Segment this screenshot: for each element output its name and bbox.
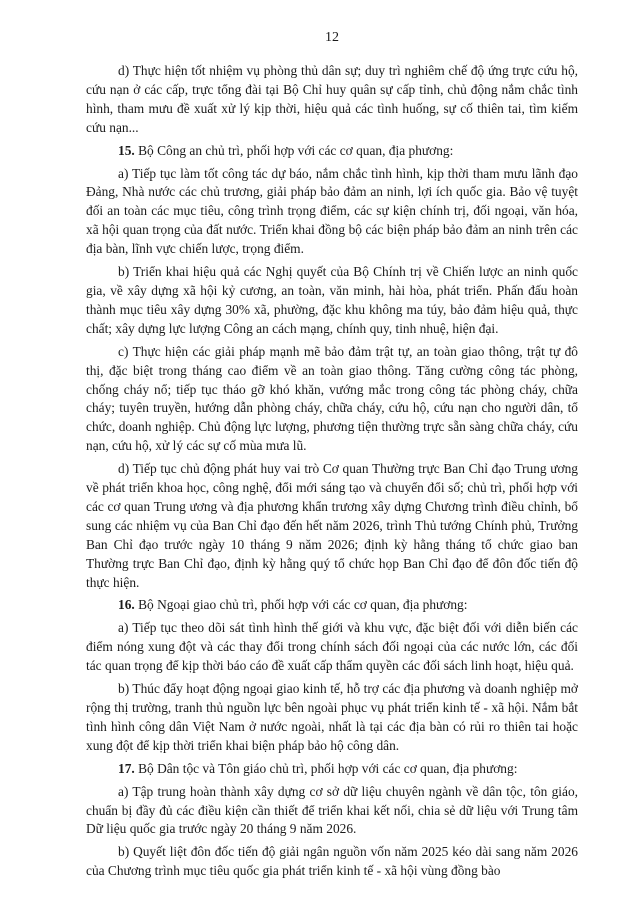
section-17-title: Bộ Dân tộc và Tôn giáo chủ trì, phối hợp với các cơ quan, địa phương: xyxy=(134,760,518,776)
section-15-number: 15. xyxy=(118,142,135,158)
section-16-title: Bộ Ngoại giao chủ trì, phối hợp với các cơ quan, địa phương: xyxy=(134,597,468,613)
section-16-heading xyxy=(86,596,578,615)
paragraph-15a: a) Tiếp tục làm tốt công tác dự báo, nắm chắc tình hình, kịp thời tham mưu lãnh đạo Đảng, Nhà nước các chủ trương, giải pháp bảo đảm an ninh, lợi ích quốc gia. Bảo vệ tuyệt đối an toàn các mục tiêu, công trình trọng điểm, các sự kiện chính trị, đối ngoại, văn hóa, xã hội quan trọng của đất nước. Triển khai đồng bộ các biện pháp bảo đảm an ninh trên các địa bàn, lĩnh vực chiến lược, trọng điểm. xyxy=(86,165,578,257)
paragraph-17b: b) Quyết liệt đôn đốc tiến độ giải ngân nguồn vốn năm 2025 kéo dài sang năm 2026 của Chương trình mục tiêu quốc gia phát triển kinh tế - xã hội vùng đồng bào xyxy=(86,844,578,879)
paragraph-16b: b) Thúc đẩy hoạt động ngoại giao kinh tế, hỗ trợ các địa phương và doanh nghiệp mở rộng thị trường, tranh thủ nguồn lực bên ngoài phục vụ phát triển kinh tế - xã hội. Nắm bắt tình hình công dân Việt Nam ở nước ngoài, nhất là tại các địa bàn có rủi ro thiên tai hoặc xung đột để kịp thời triển khai biện pháp bảo hộ công dân. xyxy=(86,681,578,753)
section-17-number: 17. xyxy=(118,760,135,776)
section-16-number: 16. xyxy=(118,597,135,613)
section-17-heading xyxy=(86,760,578,779)
paragraph-15b: b) Triển khai hiệu quả các Nghị quyết của Bộ Chính trị về Chiến lược an ninh quốc gia, về xây dựng xã hội kỷ cương, an toàn, văn minh, hài hòa, phát triển. Phấn đấu hoàn thành mục tiêu xây dựng 30% xã, phường, đặc khu không ma túy, bảo đảm hiệu quả, thực chất; xây dựng lực lượng Công an cách mạng, chính quy, tinh nhuệ, hiện đại. xyxy=(86,264,578,336)
page-number: 12 xyxy=(325,30,339,45)
paragraph-15d: d) Tiếp tục chủ động phát huy vai trò Cơ quan Thường trực Ban Chỉ đạo Trung ương về phát triển khoa học, công nghệ, đổi mới sáng tạo và chuyển đổi số; chủ trì, phối hợp với các cơ quan Trung ương và địa phương khẩn trương xây dựng Chương trình điều chỉnh, bổ sung các nhiệm vụ của Ban Chỉ đạo đến hết năm 2026, trình Thủ tướng Chính phủ, Trưởng Ban Chỉ đạo trước ngày 10 tháng 9 năm 2026; định kỳ hằng tháng tổ chức giao ban Thường trực Ban Chỉ đạo, định kỳ hằng quý tổ chức họp Ban Chỉ đạo để đôn đốc tiến độ thực hiện. xyxy=(86,461,578,590)
section-15-title: Bộ Công an chủ trì, phối hợp với các cơ quan, địa phương: xyxy=(134,142,454,158)
paragraph-17a: a) Tập trung hoàn thành xây dựng cơ sở dữ liệu chuyên ngành về dân tộc, tôn giáo, chuẩn bị đầy đủ các điều kiện cần thiết để triển khai kết nối, chia sẻ dữ liệu với Trung tâm Dữ liệu quốc gia trước ngày 20 tháng 9 năm 2026. xyxy=(86,783,578,837)
paragraph-15c: c) Thực hiện các giải pháp mạnh mẽ bảo đảm trật tự, an toàn giao thông, trật tự đô thị, đặc biệt trong tháng cao điểm về an toàn giao thông. Tăng cường công tác phòng, chống cháy nổ; tiếp tục tháo gỡ khó khăn, vướng mắc trong công tác phòng cháy, chữa cháy; tuyên truyền, hướng dẫn phòng cháy, chữa cháy, cứu hộ, cứu nạn cho người dân, tổ chức, doanh nghiệp. Chủ động lực lượng, phương tiện thường trực sẵn sàng chữa cháy, cứu nạn, cứu hộ, xử lý các sự cố mùa mưa lũ. xyxy=(86,343,578,454)
section-15-heading xyxy=(86,142,578,161)
paragraph-14d: d) Thực hiện tốt nhiệm vụ phòng thủ dân sự; duy trì nghiêm chế độ ứng trực cứu hộ, cứu nạn ở các cấp, trực tổng đài tại Bộ Chỉ huy quân sự cấp tỉnh, chủ động nắm chắc tình hình, tham mưu đề xuất xử lý kịp thời, hiệu quả các tình huống, sự cố thiên tai, tìm kiếm cứu nạn... xyxy=(86,63,578,135)
paragraph-16a: a) Tiếp tục theo dõi sát tình hình thế giới và khu vực, đặc biệt đối với diễn biến các điểm nóng xung đột và các thay đổi trong chính sách đối ngoại của các nước lớn, các đối tác quan trọng để kịp thời báo cáo đề xuất cấp thẩm quyền các đối sách linh hoạt, hiệu quả. xyxy=(86,620,578,674)
